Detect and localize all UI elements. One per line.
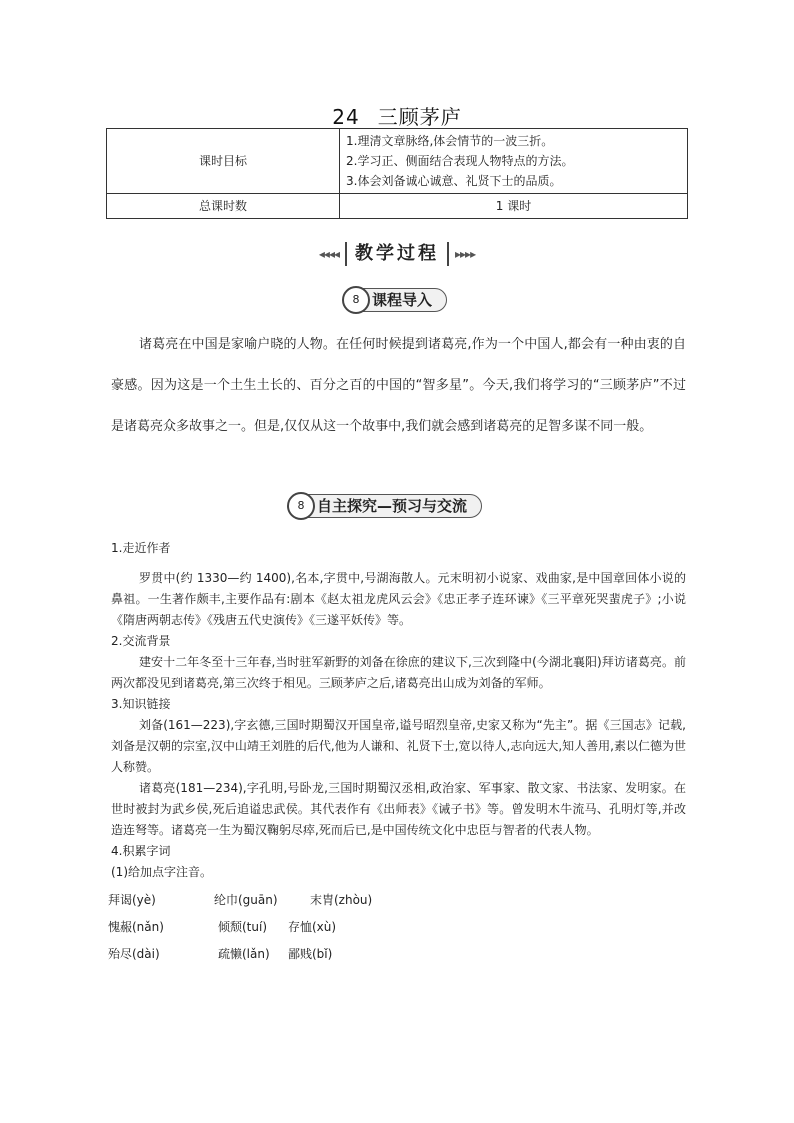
hours-value: 1 课时 — [340, 194, 688, 219]
subheading-pinyin: (1)给加点字注音。 — [111, 865, 212, 879]
section-badge-icon: 8 — [287, 492, 315, 520]
pinyin-item: 纶巾(guān) — [214, 893, 278, 907]
lesson-number: 24 — [332, 105, 360, 129]
lesson-goals-table — [106, 128, 688, 219]
section-intro-title: 课程导入 — [372, 291, 433, 309]
intro-paragraph: 诸葛亮在中国是家喻户晓的人物。在任何时候提到诸葛亮,作为一个中国人,都会有一种由衷的自豪感。因为这是一个土生土长的、百分之百的中国的“智多星”。今天,我们将学习的“三顾茅庐”不过是诸葛亮众多故事之一。但是,仅仅从这一个故事中,我们就会感到诸葛亮的足智多谋不同一般。 — [111, 337, 686, 434]
pinyin-item: 殆尽(dài) — [108, 947, 160, 961]
hours-label: 总课时数 — [107, 194, 340, 219]
heading-vocabulary: 4.积累字词 — [111, 844, 171, 858]
heading-knowledge: 3.知识链接 — [111, 697, 171, 711]
section-intro-header — [343, 288, 447, 312]
lesson-title — [0, 101, 794, 130]
pinyin-item: 存恤(xù) — [288, 920, 337, 934]
pinyin-list — [108, 887, 686, 968]
goal-list — [340, 129, 688, 194]
heading-author: 1.走近作者 — [111, 541, 171, 555]
pinyin-item: 疏懒(lǎn) — [218, 947, 270, 961]
paragraph-liubei: 刘备(161—223),字玄德,三国时期蜀汉开国皇帝,谥号昭烈皇帝,史家又称为“先主”。据《三国志》记载,刘备是汉朝的宗室,汉中山靖王刘胜的后代,他为人谦和、礼贤下士,宽以待人,志向远大,知人善用,素以仁德为世人称赞。 — [111, 718, 686, 774]
lesson-name: 三顾茅庐 — [377, 105, 462, 129]
pinyin-row — [108, 914, 686, 941]
teaching-process-banner — [0, 242, 794, 266]
pinyin-item: 鄙贱(bǐ) — [288, 947, 333, 961]
goal-item: 3.体会刘备诚心诚意、礼贤下士的品质。 — [346, 174, 562, 188]
pinyin-item: 拜谒(yè) — [108, 893, 156, 907]
left-arrows-icon: ◂◂◂◂ — [318, 247, 339, 261]
goal-item: 2.学习正、侧面结合表现人物特点的方法。 — [346, 154, 574, 168]
paragraph-zhugeliang: 诸葛亮(181—234),字孔明,号卧龙,三国时期蜀汉丞相,政治家、军事家、散文家、书法家、发明家。在世时被封为武乡侯,死后追谥忠武侯。其代表作有《出师表》《诫子书》等。曾发明木牛流马、孔明灯等,并改造连弩等。诸葛亮一生为蜀汉鞠躬尽瘁,死而后已,是中国传统文化中忠臣与智者的代表人物。 — [111, 781, 686, 837]
pinyin-row — [108, 941, 686, 968]
pinyin-item: 末胄(zhòu) — [310, 893, 373, 907]
goal-label: 课时目标 — [107, 129, 340, 194]
paragraph-author: 罗贯中(约 1330—约 1400),名本,字贯中,号湖海散人。元末明初小说家、戏曲家,是中国章回体小说的鼻祖。一生著作颇丰,主要作品有:剧本《赵太祖龙虎风云会》《忠正孝子连环谏》《三平章死哭蜚虎子》;小说《隋唐两朝志传》《残唐五代史演传》《三遂平妖传》等。 — [111, 571, 686, 627]
section-explore-header — [288, 494, 482, 518]
goal-item: 1.理清文章脉络,体会情节的一波三折。 — [346, 134, 554, 148]
right-arrows-icon: ▸▸▸▸ — [455, 247, 476, 261]
pinyin-item: 愧赧(nǎn) — [108, 920, 164, 934]
pinyin-row — [108, 887, 686, 914]
heading-background: 2.交流背景 — [111, 634, 171, 648]
paragraph-background: 建安十二年冬至十三年春,当时驻军新野的刘备在徐庶的建议下,三次到隆中(今湖北襄阳)拜访诸葛亮。前两次都没见到诸葛亮,第三次终于相见。三顾茅庐之后,诸葛亮出山成为刘备的军师。 — [111, 655, 686, 690]
section-explore-title: 自主探究—预习与交流 — [317, 497, 468, 515]
pinyin-item: 倾颓(tuí) — [218, 920, 268, 934]
explore-content — [108, 538, 686, 968]
section-badge-icon: 8 — [342, 286, 370, 314]
banner-title: 教学过程 — [345, 242, 449, 266]
